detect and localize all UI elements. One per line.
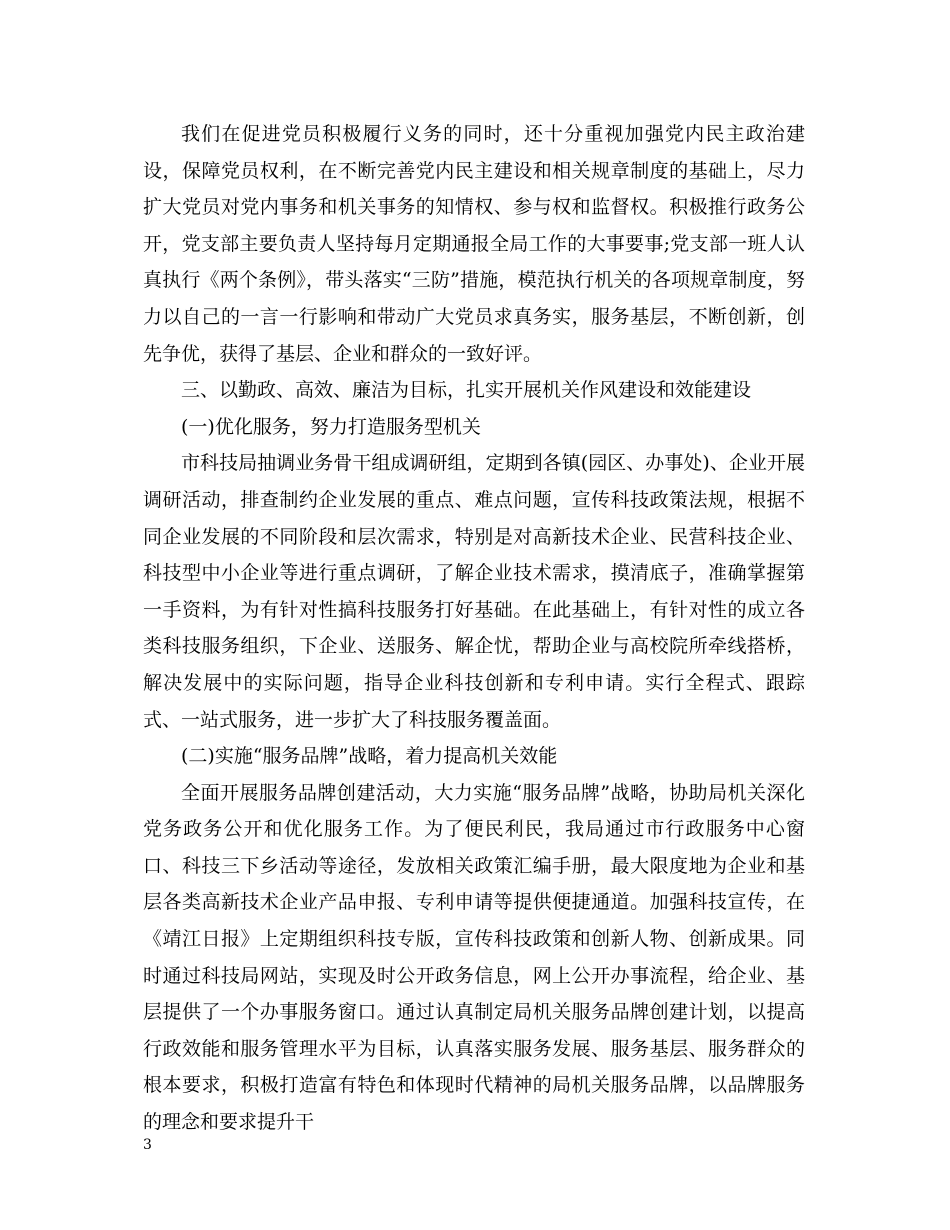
subsection-heading-1: (一)优化服务，努力打造服务型机关 (181, 415, 481, 438)
document-body (143, 116, 805, 1141)
section-heading-3: 三、以勤政、高效、廉洁为目标，扎实开展机关作风建设和效能建设 (181, 379, 752, 402)
paragraph-optimize-service: 市科技局抽调业务骨干组成调研组，定期到各镇(园区、办事处)、企业开展调研活动，排查制约企业发展的重点、难点问题，宣传科技政策法规，根据不同企业发展的不同阶段和层次需求，特别是对高新技术企业、民营科技企业、科技型中小企业等进行重点调研，了解企业技术需求，摸清底子，准确掌握第一手资料，为有针对性搞科技服务打好基础。在此基础上，有针对性的成立各类科技服务组织，下企业、送服务、解企忧，帮助企业与高校院所牵线搭桥，解决发展中的实际问题，指导企业科技创新和专利申请。实行全程式、跟踪式、一站式服务，进一步扩大了科技服务覆盖面。 (143, 452, 805, 731)
paragraph-service-brand: 全面开展服务品牌创建活动，大力实施“服务品牌”战略，协助局机关深化党务政务公开和优化服务工作。为了便民利民，我局通过市行政服务中心窗口、科技三下乡活动等途径，发放相关政策汇编手册，最大限度地为企业和基层各类高新技术企业产品申报、专利申请等提供便捷通道。加强科技宣传，在《靖江日报》上定期组织科技专版，宣传科技政策和创新人物、创新成果。同时通过科技局网站，实现及时公开政务信息，网上公开办事流程，给企业、基层提供了一个办事服务窗口。通过认真制定局机关服务品牌创建计划，以提高行政效能和服务管理水平为目标，认真落实服务发展、服务基层、服务群众的根本要求，积极打造富有特色和体现时代精神的局机关服务品牌，以品牌服务的理念和要求提升干 (143, 781, 805, 1134)
subsection-heading-2: (二)实施“服务品牌”战略，着力提高机关效能 (181, 745, 558, 768)
paragraph-party-democracy: 我们在促进党员积极履行义务的同时，还十分重视加强党内民主政治建设，保障党员权利，在不断完善党内民主建设和相关规章制度的基础上，尽力扩大党员对党内事务和机关事务的知情权、参与权和监督权。积极推行政务公开，党支部主要负责人坚持每月定期通报全局工作的大事要事;党支部一班人认真执行《两个条例》，带头落实“三防”措施，模范执行机关的各项规章制度，努力以自己的一言一行影响和带动广大党员求真务实，服务基层，不断创新，创先争优，获得了基层、企业和群众的一致好评。 (143, 123, 805, 365)
page-number: 3 (143, 1137, 152, 1153)
